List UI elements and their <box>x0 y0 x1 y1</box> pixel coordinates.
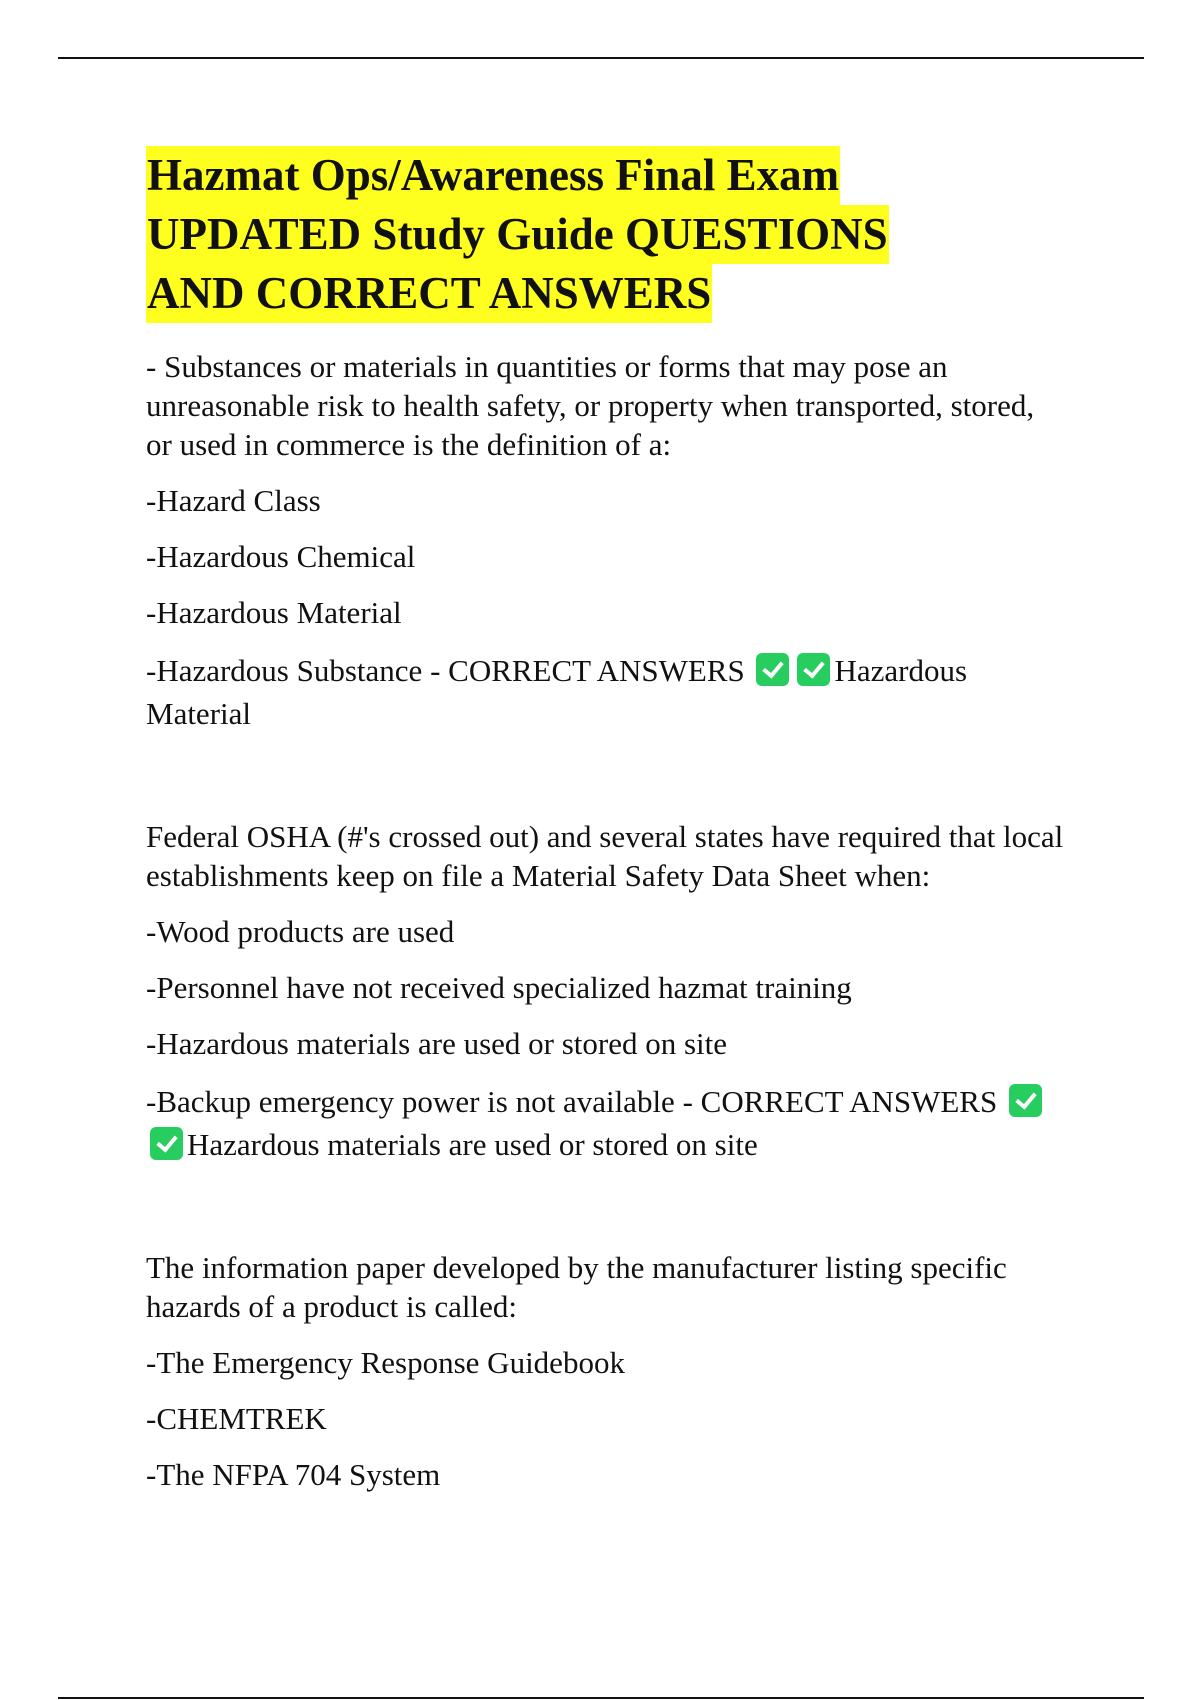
option-3: -Hazardous materials are used or stored on site <box>146 1026 728 1061</box>
check-mark-icon <box>150 1127 183 1160</box>
check-mark-icon <box>797 653 830 686</box>
last-option-with-answer <box>146 1080 1066 1166</box>
option-1: -The Emergency Response Guidebook <box>146 1345 625 1380</box>
bottom-rule <box>58 1697 1144 1699</box>
question-1 <box>146 347 1066 735</box>
last-option: -Backup emergency power is not available - CORRECT ANSWERS <box>146 1084 998 1119</box>
question-text: Federal OSHA (#'s crossed out) and several states have required that local establishments keep on file a Material Safety Data Sheet when: <box>146 819 1064 893</box>
option-1: -Wood products are used <box>146 914 455 949</box>
last-option: -Hazardous Substance - CORRECT ANSWERS <box>146 653 745 688</box>
title-line-2: UPDATED Study Guide QUESTIONS <box>146 205 1066 264</box>
correct-answer: Hazardous materials are used or stored on site <box>187 1127 758 1162</box>
document-body <box>146 146 1066 1494</box>
question-3 <box>146 1248 1066 1494</box>
question-2 <box>146 817 1066 1166</box>
option-2: -Personnel have not received specialized hazmat training <box>146 970 852 1005</box>
title-line-1: Hazmat Ops/Awareness Final Exam <box>146 146 1066 205</box>
question-text: The information paper developed by the manufacturer listing specific hazards of a product is called: <box>146 1250 1007 1324</box>
last-option-with-answer <box>146 649 1066 735</box>
document-title <box>146 146 1066 323</box>
correct-answer: Hazardous Material <box>146 653 968 731</box>
check-mark-icon <box>1009 1084 1042 1117</box>
option-1: -Hazard Class <box>146 483 321 518</box>
option-3: -Hazardous Material <box>146 595 402 630</box>
title-line-3: AND CORRECT ANSWERS <box>146 264 1066 323</box>
question-text: - Substances or materials in quantities or forms that may pose an unreasonable risk to health safety, or property when transported, stored, or used in commerce is the definition of a: <box>146 349 1035 462</box>
option-2: -Hazardous Chemical <box>146 539 416 574</box>
option-3: -The NFPA 704 System <box>146 1457 441 1492</box>
option-2: -CHEMTREK <box>146 1401 327 1436</box>
top-rule <box>58 57 1144 59</box>
check-mark-icon <box>756 653 789 686</box>
